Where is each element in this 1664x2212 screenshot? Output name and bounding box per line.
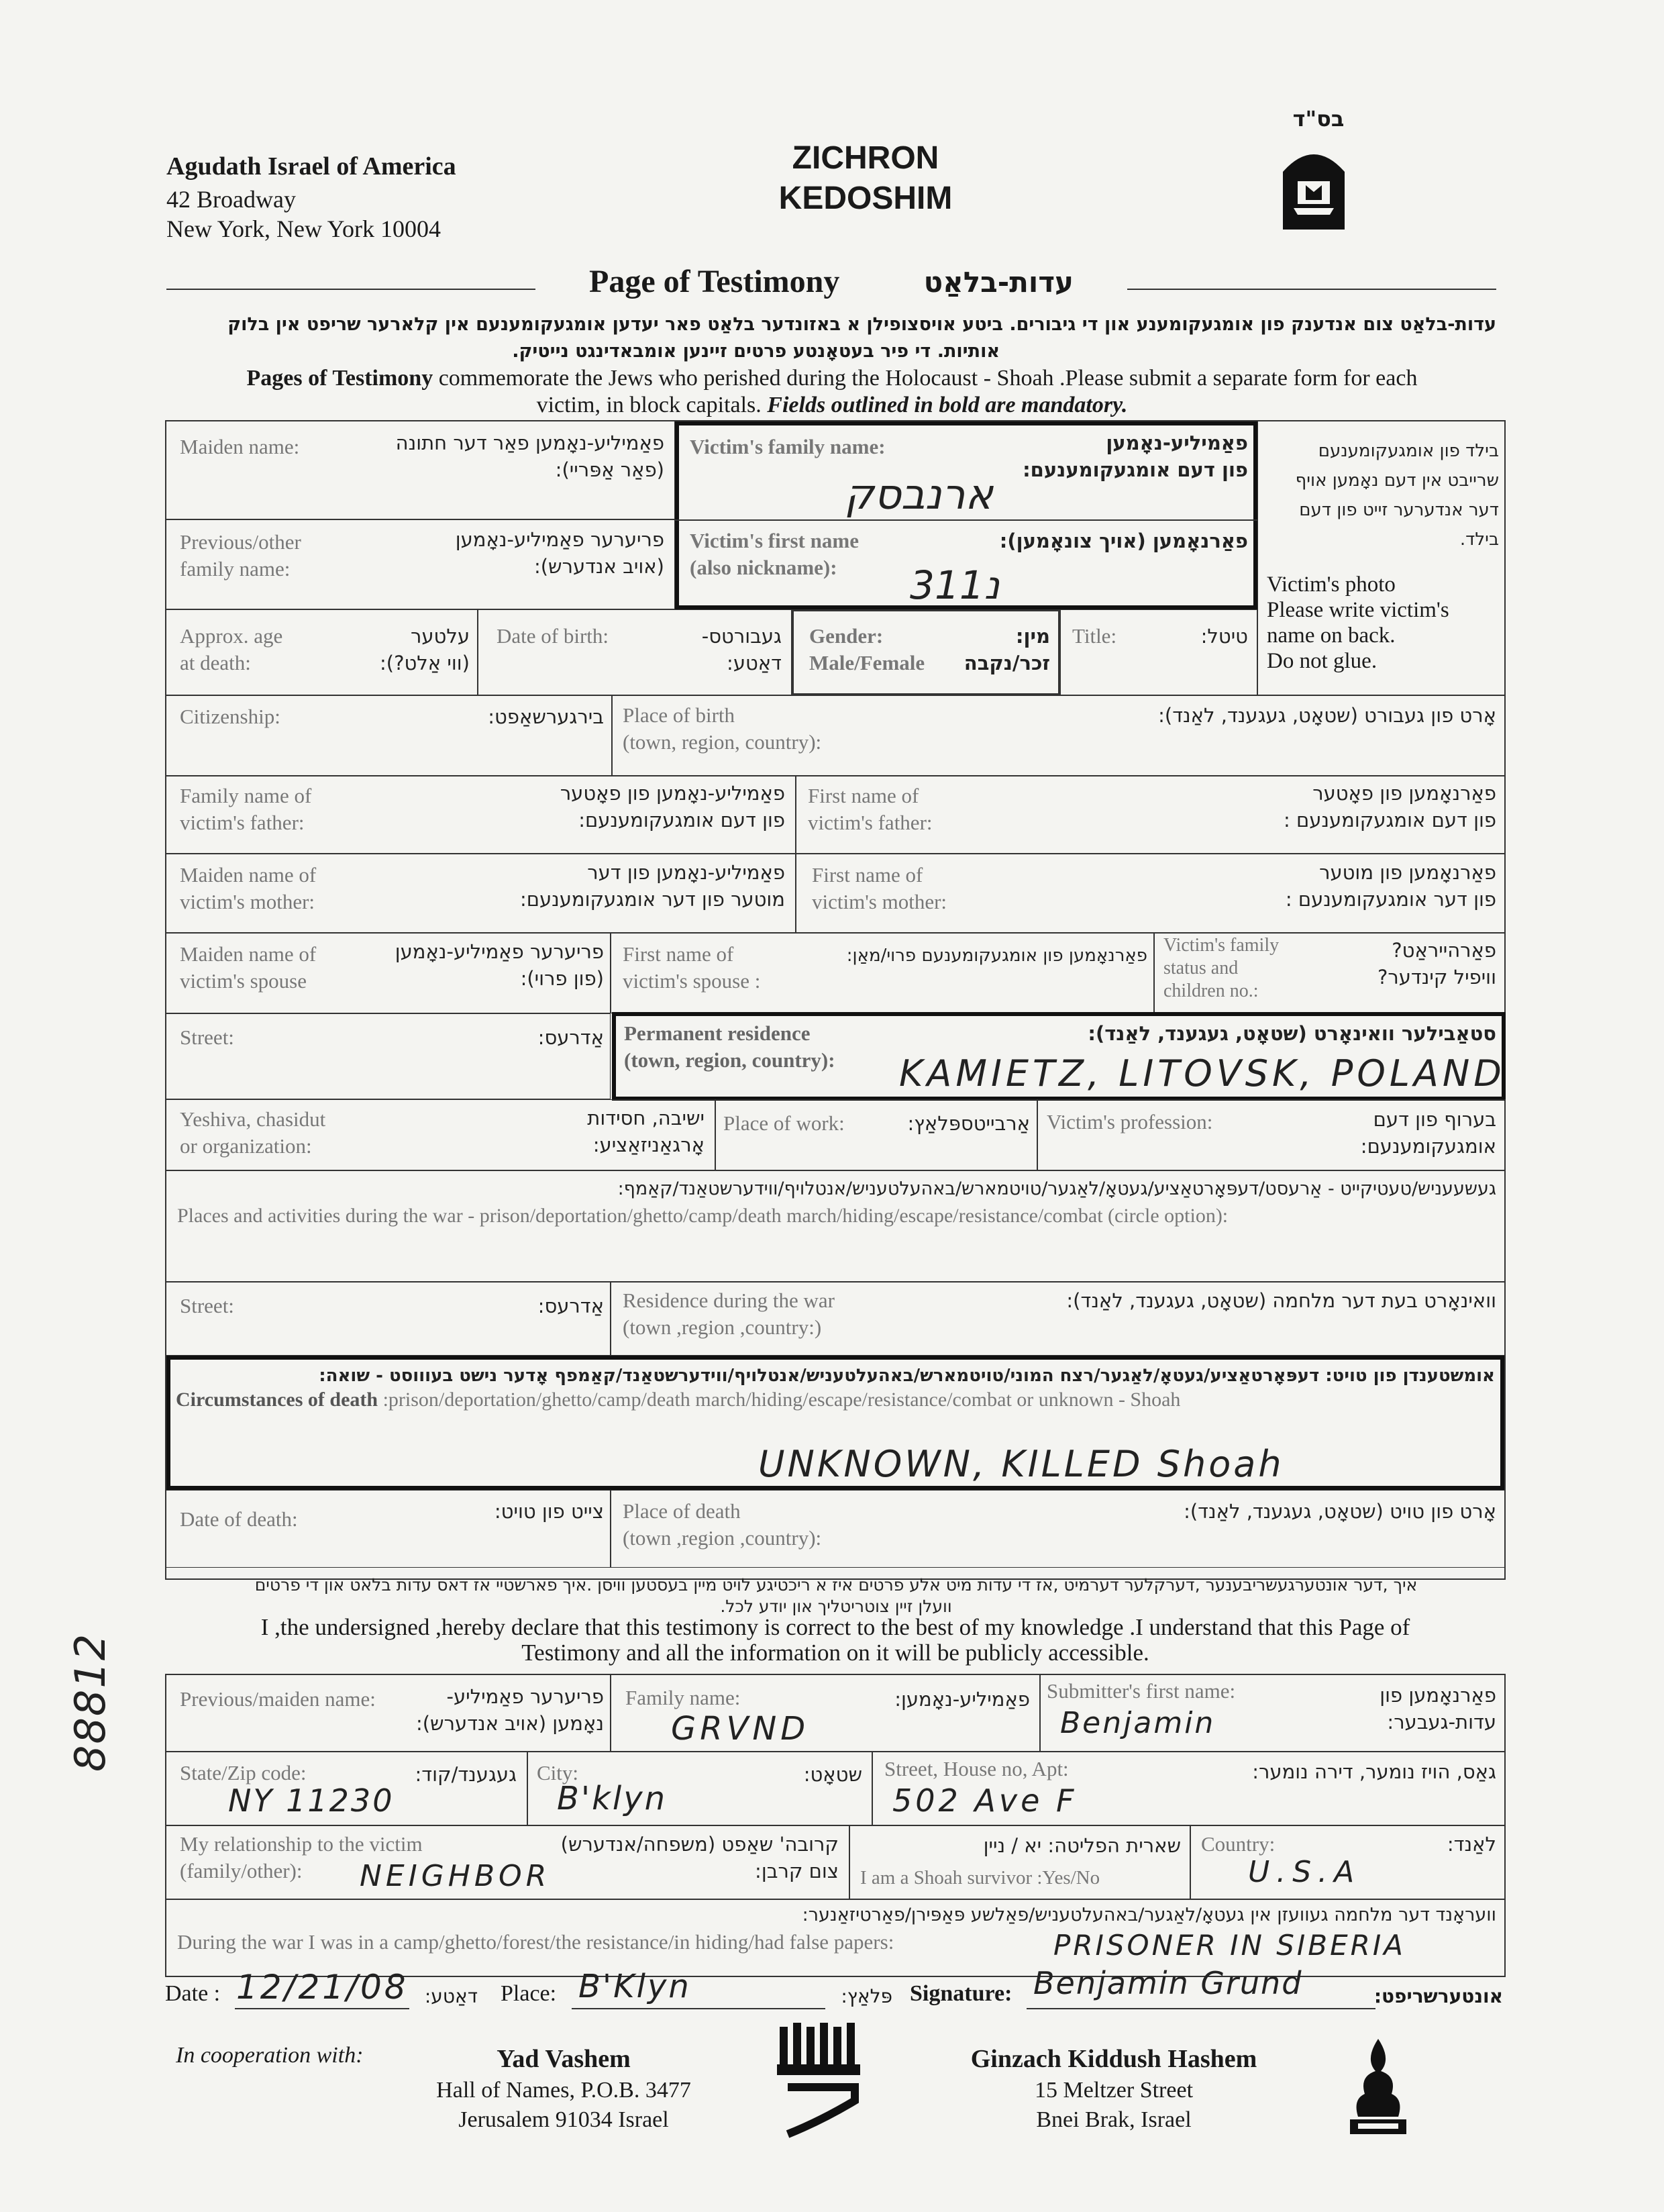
- submitter-first-name-label-yiddish: פאַרנאָמען פון עדות-געבער:: [1380, 1684, 1496, 1733]
- circumstances-of-death-label-yiddish: אומשטענדן פון טויט: דעפּאָרטאַציע/געטאָ/לאַגער/רצח המוני/טויטמארש/באהעלטעניש/אנטלויף/ווידערשטאַנד/קאַמפף אָדער נישט בעוווסט - שואה:: [319, 1366, 1495, 1386]
- family-status-label: Victim's family status and children no.:: [1163, 935, 1280, 1001]
- intro-yiddish-2: אותיות. די פיר בעטאָנטע פרטים זיינען אומבאדינגט נייטיק.: [512, 341, 1000, 362]
- war-experience-label: During the war I was in a camp/ghetto/forest/the resistance/in hiding/had false papers:: [177, 1930, 894, 1954]
- yeshiva-label: Yeshiva, chasidut or organization:: [180, 1107, 326, 1158]
- submitter-previous-name-label-yiddish: פריערער פאַמיליע- נאָמען (אויב אנדערש):: [415, 1685, 604, 1735]
- city-label-yiddish: שטאָט:: [803, 1763, 862, 1786]
- places-activities-label-yiddish: געשעעניש/טעטיקייט - אַרעסט/דעפּאָרטאַציע/געטאָ/לאַגער/טויטמארש/באהעלטעניש/אנטלויף/ווידערשטאַנד/קאַמף:: [617, 1178, 1496, 1199]
- margin-reference-number: 88812: [66, 1632, 115, 1772]
- place-of-work-label-yiddish: אַרבייטספּלאַץ:: [907, 1112, 1030, 1135]
- header-badge-text: בס"ד: [1292, 106, 1345, 132]
- street-address-value: 502 Ave F: [892, 1782, 1078, 1819]
- zip-code-label: State/Zip code:: [180, 1761, 307, 1784]
- relationship-value: NEIGHBOR: [360, 1859, 551, 1893]
- submitter-first-name-label: Submitter's first name:: [1047, 1679, 1236, 1703]
- place-underline: [572, 2008, 825, 2009]
- date-value: 12/21/08: [236, 1968, 409, 2007]
- relationship-label-yiddish: קרובה' שאַפט (משפחה/אנדערש) צום קרבן:: [560, 1833, 839, 1882]
- spouse-first-name-label-yiddish: פאַרנאָמען פון אומגעקומענעם פרוי/מאַן:: [846, 946, 1147, 966]
- signature-underline: [1027, 2008, 1375, 2009]
- place-of-birth-label-yiddish: אָרט פון געבורט (שטאָט, געגענד, לאַנד):: [1158, 704, 1496, 727]
- org-address-1: 42 Broadway: [166, 186, 296, 213]
- date-of-birth-label-yiddish: געבורטס- דאַטע:: [701, 625, 782, 674]
- intro-english: Pages of Testimony commemorate the Jews who perished during the Holocaust - Shoah .Please submit a separate form for each victim, in block capitals. Fields outlined in bold are mandatory.: [246, 366, 1418, 417]
- submitter-previous-name-label: Previous/maiden name:: [180, 1687, 376, 1711]
- yad-vashem-logo-icon: [774, 2020, 868, 2141]
- form-title-2: KEDOSHIM: [778, 181, 953, 216]
- victim-first-name-label: Victim's first name (also nickname):: [690, 529, 859, 579]
- mother-maiden-name-label-yiddish: פאַמיליע-נאָמען פון דער מוטער פון דער אומגעקומענעם:: [519, 861, 785, 911]
- title-label: Title:: [1072, 624, 1117, 648]
- yeshiva-label-yiddish: ישיבה, חסידות אָרגאַניזאַציע:: [587, 1107, 705, 1156]
- war-street-label-yiddish: אַדרעס:: [537, 1295, 604, 1317]
- war-experience-label-yiddish: וועראָנד דער מלחמה געוועזן אין געטאָ/לאַגער/באהעלטעניש/פאַלשע פּאַפּירן/פאַרטיזאַנער:: [802, 1905, 1496, 1925]
- yad-vashem-name: Yad Vashem: [497, 2045, 631, 2073]
- places-activities-label: Places and activities during the war - prison/deportation/ghetto/camp/death march/hiding/escape/resistance/combat (circle option):: [177, 1205, 1229, 1227]
- war-residence-label: Residence during the war (town ,region ,country:): [623, 1289, 835, 1339]
- submitter-first-name-value: Benjamin: [1060, 1706, 1216, 1740]
- street-label: Street:: [180, 1025, 234, 1049]
- family-status-label-yiddish: פאַרהייראַט? וויפיל קינדער?: [1377, 939, 1496, 989]
- profession-label-yiddish: בערוף פון דעם אומגעקומענעם:: [1360, 1108, 1496, 1158]
- family-first-divider: [675, 519, 1257, 521]
- signature-label: Signature:: [910, 1981, 1012, 2006]
- date-of-death-label-yiddish: צייט פון טויט:: [494, 1500, 604, 1523]
- page-heading-yiddish: עדות-בלאַט: [923, 266, 1074, 299]
- mother-first-name-label: First name of victim's mother:: [812, 863, 947, 913]
- father-family-name-label-yiddish: פאַמיליע-נאָמען פון פאָטער פון דעם אומגעקומענעם:: [560, 782, 785, 832]
- country-label: Country:: [1201, 1832, 1276, 1856]
- place-of-birth-label: Place of birth (town, region, country):: [623, 703, 822, 754]
- city-label: City:: [537, 1761, 579, 1784]
- country-label-yiddish: לאַנד:: [1447, 1833, 1496, 1856]
- declaration: I ,the undersigned ,hereby declare that this testimony is correct to the best of my knowledge .I understand that this Page of Testimony and all the information on it will be publicly accessible.: [260, 1614, 1410, 1666]
- mother-maiden-name-label: Maiden name of victim's mother:: [180, 863, 317, 913]
- yad-vashem-address-1: Hall of Names, P.O.B. 3477: [436, 2078, 691, 2103]
- date-label-yiddish: דאַטע:: [424, 1985, 478, 2007]
- circumstances-of-death-value: UNKNOWN, KILLED Shoah: [758, 1443, 1284, 1485]
- place-label-yiddish: פּלאַץ:: [841, 1985, 892, 2007]
- cooperation-label: In cooperation with:: [176, 2043, 364, 2068]
- victim-family-name-value: ארנבסק: [844, 470, 993, 519]
- spouse-first-name-label: First name of victim's spouse :: [623, 942, 761, 993]
- city-value: B'klyn: [557, 1780, 668, 1817]
- place-label: Place:: [501, 1981, 557, 2006]
- permanent-residence-label-yiddish: סטאַבילער וואינאָרט (שטאָט, געגענד, לאַנד):: [1088, 1022, 1496, 1045]
- country-value: U.S.A: [1248, 1855, 1361, 1889]
- heading-rule-left: [166, 289, 535, 290]
- yad-vashem-address-2: Jerusalem 91034 Israel: [458, 2107, 669, 2132]
- place-of-death-label-yiddish: אָרט פון טויט (שטאָט, געגענד, לאַנד):: [1184, 1500, 1496, 1523]
- maiden-name-label-yiddish: פאַמיליע-נאָמען פאַר דער חתונה (פאַר אַפּריי):: [395, 432, 664, 481]
- intro-yiddish-1: עדות-בלאַט צום אנדענק פון אומגעקומענע און די גיבורים. ביטע אויסצופילן א באזונדער בלאַט פאר יעדען אומגעקומענעם אין קלארער שריפט אין בלוק: [227, 314, 1496, 335]
- street-address-label-yiddish: גאַס, הויז נומער, דירה נומער:: [1252, 1760, 1496, 1783]
- ginzach-name: Ginzach Kiddush Hashem: [970, 2045, 1257, 2073]
- gender-label: Gender: Male/Female: [809, 624, 925, 674]
- place-value: B'Klyn: [578, 1968, 691, 2005]
- street-label-yiddish: אַדרעס:: [537, 1026, 604, 1049]
- signature-value: Benjamin Grund: [1033, 1965, 1303, 2001]
- survivor-label: I am a Shoah survivor :Yes/No: [860, 1867, 1100, 1889]
- mother-first-name-label-yiddish: פאַרנאָמען פון מוטער פון דער אומגעקומענעם :: [1285, 861, 1496, 911]
- circumstances-of-death-label: Circumstances of death :prison/deportation/ghetto/camp/death march/hiding/escape/resistance/combat or unknown - Shoah: [176, 1389, 1181, 1411]
- gender-label-yiddish: מין: זכר/נקבה: [964, 625, 1050, 674]
- previous-family-name-label: Previous/other family name:: [180, 530, 301, 581]
- profession-label: Victim's profession:: [1047, 1110, 1213, 1134]
- relationship-label: My relationship to the victim (family/other):: [180, 1832, 423, 1882]
- war-experience-value: PRISONER IN SIBERIA: [1053, 1929, 1406, 1962]
- street-address-label: Street, House no, Apt:: [884, 1757, 1069, 1780]
- citizenship-label: Citizenship:: [180, 705, 280, 728]
- page-heading: Page of Testimony: [589, 264, 840, 299]
- date-of-birth-label: Date of birth:: [497, 624, 609, 648]
- victim-first-name-label-yiddish: פאַרנאָמען (אויך צונאָמען):: [999, 530, 1248, 552]
- date-of-death-label: Date of death:: [180, 1507, 298, 1531]
- permanent-residence-value: KAMIETZ, LITOVSK, POLAND: [899, 1052, 1506, 1095]
- declaration-yiddish: איך ,דער אונטערגעשריבענער ,דערקלער דערמיט ,אז די עדות מיט אלע פרטים איז א ריכטיגע לויט מיין בעסטען וויסן .איך פארשטיי אז דאס עדות בלאט און די פרטים וועלן זיין צוטריטליך און יודע לכל.: [254, 1575, 1418, 1616]
- father-first-name-label-yiddish: פאַרנאָמען פון פאָטער פון דעם אומגעקומענעם :: [1284, 782, 1496, 832]
- org-name: Agudath Israel of America: [166, 152, 456, 181]
- father-first-name-label: First name of victim's father:: [808, 784, 933, 834]
- citizenship-label-yiddish: בירגערשאַפט:: [488, 705, 604, 728]
- maiden-name-label: Maiden name:: [180, 435, 300, 458]
- victim-first-name-value: נ311: [910, 562, 1000, 608]
- photo-instructions: Victim's photo Please write victim's name on back. Do not glue.: [1267, 572, 1449, 673]
- ginzach-address-1: 15 Meltzer Street: [1034, 2078, 1194, 2103]
- zip-code-label-yiddish: געגענד/קוד:: [415, 1763, 517, 1786]
- war-residence-label-yiddish: וואינאָרט בעת דער מלחמה (שטאָט, געגענד, לאַנד):: [1066, 1289, 1496, 1312]
- submitter-family-name-value: GRVND: [671, 1710, 810, 1748]
- victim-family-name-label-yiddish: פאַמיליע-נאָמען פון דעם אומגעקומענעם:: [1023, 432, 1248, 481]
- father-family-name-label: Family name of victim's father:: [180, 784, 312, 834]
- submitter-family-name-label: Family name:: [625, 1686, 741, 1709]
- date-label: Date :: [165, 1981, 221, 2006]
- permanent-residence-label: Permanent residence (town, region, country):: [624, 1021, 835, 1072]
- age-at-death-label-yiddish: עלטער (ווי אַלט?):: [380, 625, 470, 674]
- victim-family-name-label: Victim's family name:: [690, 435, 886, 458]
- title-label-yiddish: טיטל:: [1200, 625, 1248, 648]
- place-of-death-label: Place of death (town ,region ,country):: [623, 1499, 822, 1550]
- zip-code-value: NY 11230: [228, 1782, 395, 1819]
- spouse-maiden-name-label: Maiden name of victim's spouse: [180, 942, 317, 993]
- date-underline: [235, 2008, 409, 2009]
- heading-rule-right: [1127, 289, 1496, 290]
- spouse-maiden-name-label-yiddish: פריערער פאַמיליע-נאָמען (פון פרוי):: [395, 940, 604, 990]
- submitter-family-name-label-yiddish: פאַמיליע-נאָמען:: [894, 1688, 1030, 1711]
- signature-label-yiddish: אונטערשריפט:: [1373, 1985, 1503, 2007]
- ginzach-address-2: Bnei Brak, Israel: [1036, 2107, 1192, 2132]
- organization-logo-icon: [1273, 141, 1354, 230]
- war-street-label: Street:: [180, 1294, 234, 1317]
- place-of-work-label: Place of work:: [723, 1111, 845, 1135]
- org-address-2: New York, New York 10004: [166, 215, 441, 242]
- previous-family-name-label-yiddish: פריערער פאַמיליע-נאָמען (אויב אנדערש):: [455, 528, 664, 578]
- form-title-1: ZICHRON: [792, 140, 939, 176]
- photo-instructions-yiddish: בילד פון אומגעקומענעם שרייבט אין דעם נאָמען אויף דער אנדערער זייט פון דעם בילד.: [1295, 441, 1499, 550]
- survivor-label-yiddish: שארית הפליטה: יא / ניין: [983, 1834, 1181, 1857]
- ginzach-logo-icon: [1345, 2036, 1412, 2137]
- age-at-death-label: Approx. age at death:: [180, 624, 283, 674]
